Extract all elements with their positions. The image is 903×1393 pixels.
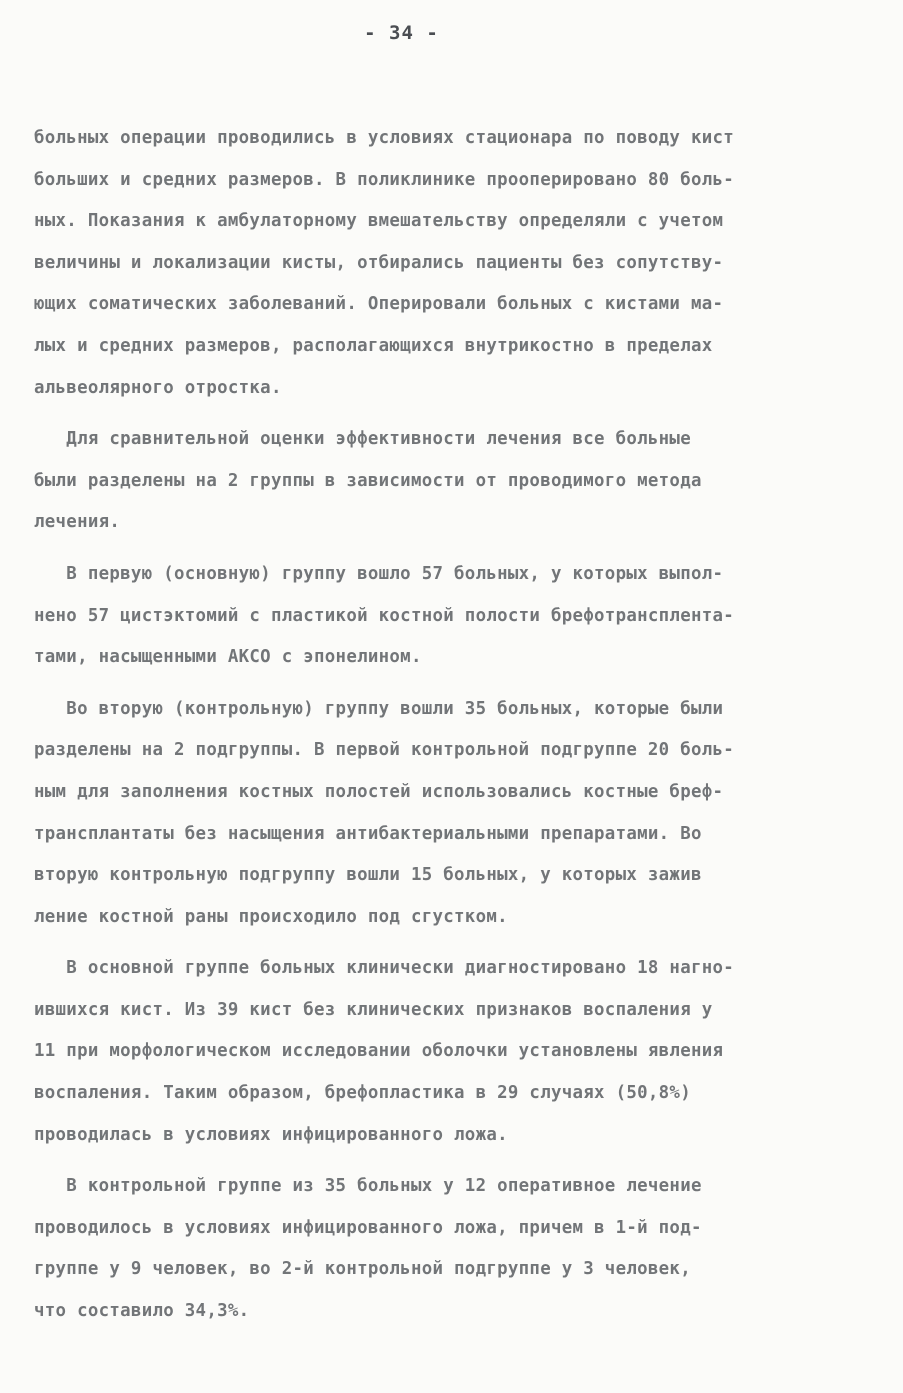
text-line: ным для заполнения костных полостей использовались костные бреф- <box>34 781 724 802</box>
text-line: проводилось в условиях инфицированного ложа, причем в 1-й под- <box>34 1217 702 1238</box>
text-line: разделены на 2 подгруппы. В первой контрольной подгруппе 20 боль- <box>34 740 735 761</box>
text-line: были разделены на 2 группы в зависимости от проводимого метода <box>34 470 702 491</box>
text-line: В контрольной группе из 35 больных у 12 оперативное лечение <box>34 1176 702 1197</box>
text-line: вторую контрольную подгруппу вошли 15 больных, у которых зажив <box>34 865 702 886</box>
paragraph-4 <box>34 689 874 939</box>
text-line: В основной группе больных клинически диагностировано 18 нагно- <box>34 958 735 979</box>
body-text <box>34 118 874 1343</box>
text-line: проводилась в условиях инфицированного ложа. <box>34 1124 508 1145</box>
text-line: лых и средних размеров, располагающихся внутрикостно в пределах <box>34 335 713 356</box>
text-line: 11 при морфологическом исследовании оболочки установлены явления <box>34 1041 724 1062</box>
text-line: ющих соматических заболеваний. Оперировали больных с кистами ма- <box>34 294 724 315</box>
text-line: В первую (основную) группу вошло 57 больных, у которых выпол- <box>34 563 724 584</box>
text-line: группе у 9 человек, во 2-й контрольной подгруппе у 3 человек, <box>34 1259 691 1280</box>
text-line: Во вторую (контрольную) группу вошли 35 больных, которые были <box>34 698 724 719</box>
text-line: ившихся кист. Из 39 кист без клинических признаков воспаления у <box>34 999 713 1020</box>
paragraph-5 <box>34 948 874 1156</box>
text-line: нено 57 цистэктомий с пластикой костной полости брефотрансплента- <box>34 605 735 626</box>
text-line: Для сравнительной оценки эффективности лечения все больные <box>34 429 691 450</box>
text-line: воспаления. Таким образом, брефопластика в 29 случаях (50,8%) <box>34 1083 691 1104</box>
text-line: больных операции проводились в условиях стационара по поводу кист <box>34 128 735 148</box>
text-line: что составило 34,3%. <box>34 1301 250 1322</box>
paragraph-1 <box>34 118 874 409</box>
text-line: альвеолярного отростка. <box>34 377 282 398</box>
text-line: ление костной раны происходило под сгустком. <box>34 906 508 927</box>
text-line: величины и локализации кисты, отбирались пациенты без сопутству- <box>34 252 724 273</box>
paragraph-6 <box>34 1166 874 1332</box>
paragraph-3 <box>34 554 874 679</box>
text-line: больших и средних размеров. В поликлинике прооперировано 80 боль- <box>34 169 735 190</box>
text-line: лечения. <box>34 512 121 533</box>
text-line: тами, насыщенными АКСО с эпонелином. <box>34 647 422 668</box>
text-line: трансплантаты без насыщения антибактериальными препаратами. Во <box>34 823 702 844</box>
page-number: - 34 - <box>364 22 439 44</box>
text-line: ных. Показания к амбулаторному вмешательству определяли с учетом <box>34 211 724 232</box>
paragraph-2 <box>34 419 874 544</box>
